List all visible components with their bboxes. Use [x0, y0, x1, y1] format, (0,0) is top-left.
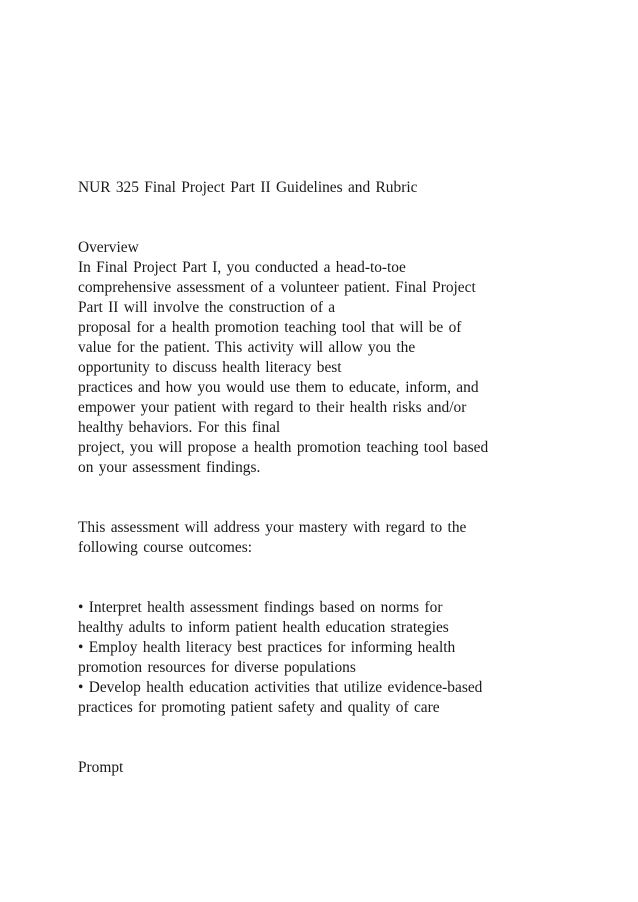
overview-line: project, you will propose a health promotion teaching tool based [78, 439, 489, 456]
overview-line: opportunity to discuss health literacy best [78, 359, 342, 376]
document-title: NUR 325 Final Project Part II Guidelines and Rubric [78, 179, 418, 196]
overview-line: healthy behaviors. For this final [78, 419, 281, 436]
overview-line: proposal for a health promotion teaching tool that will be of [78, 319, 462, 336]
overview-line: Part II will involve the construction of a [78, 299, 336, 316]
outcomes-intro-line: following course outcomes: [78, 539, 252, 556]
prompt-heading: Prompt [78, 759, 124, 776]
outcomes-intro-line: This assessment will address your mastery with regard to the [78, 519, 467, 536]
outcome-line: promotion resources for diverse populations [78, 659, 356, 676]
outcome-line: • Interpret health assessment findings based on norms for [78, 599, 443, 616]
overview-line: comprehensive assessment of a volunteer patient. Final Project [78, 279, 476, 296]
outcome-line: practices for promoting patient safety and quality of care [78, 699, 440, 716]
overview-line: value for the patient. This activity will allow you the [78, 339, 416, 356]
overview-line: In Final Project Part I, you conducted a head-to-toe [78, 259, 406, 276]
overview-line: practices and how you would use them to educate, inform, and [78, 379, 479, 396]
outcome-line: healthy adults to inform patient health education strategies [78, 619, 449, 636]
overview-line: on your assessment findings. [78, 459, 261, 476]
overview-heading: Overview [78, 239, 139, 256]
outcome-line: • Employ health literacy best practices for informing health [78, 639, 456, 656]
overview-line: empower your patient with regard to their health risks and/or [78, 399, 467, 416]
outcome-line: • Develop health education activities that utilize evidence-based [78, 679, 483, 696]
